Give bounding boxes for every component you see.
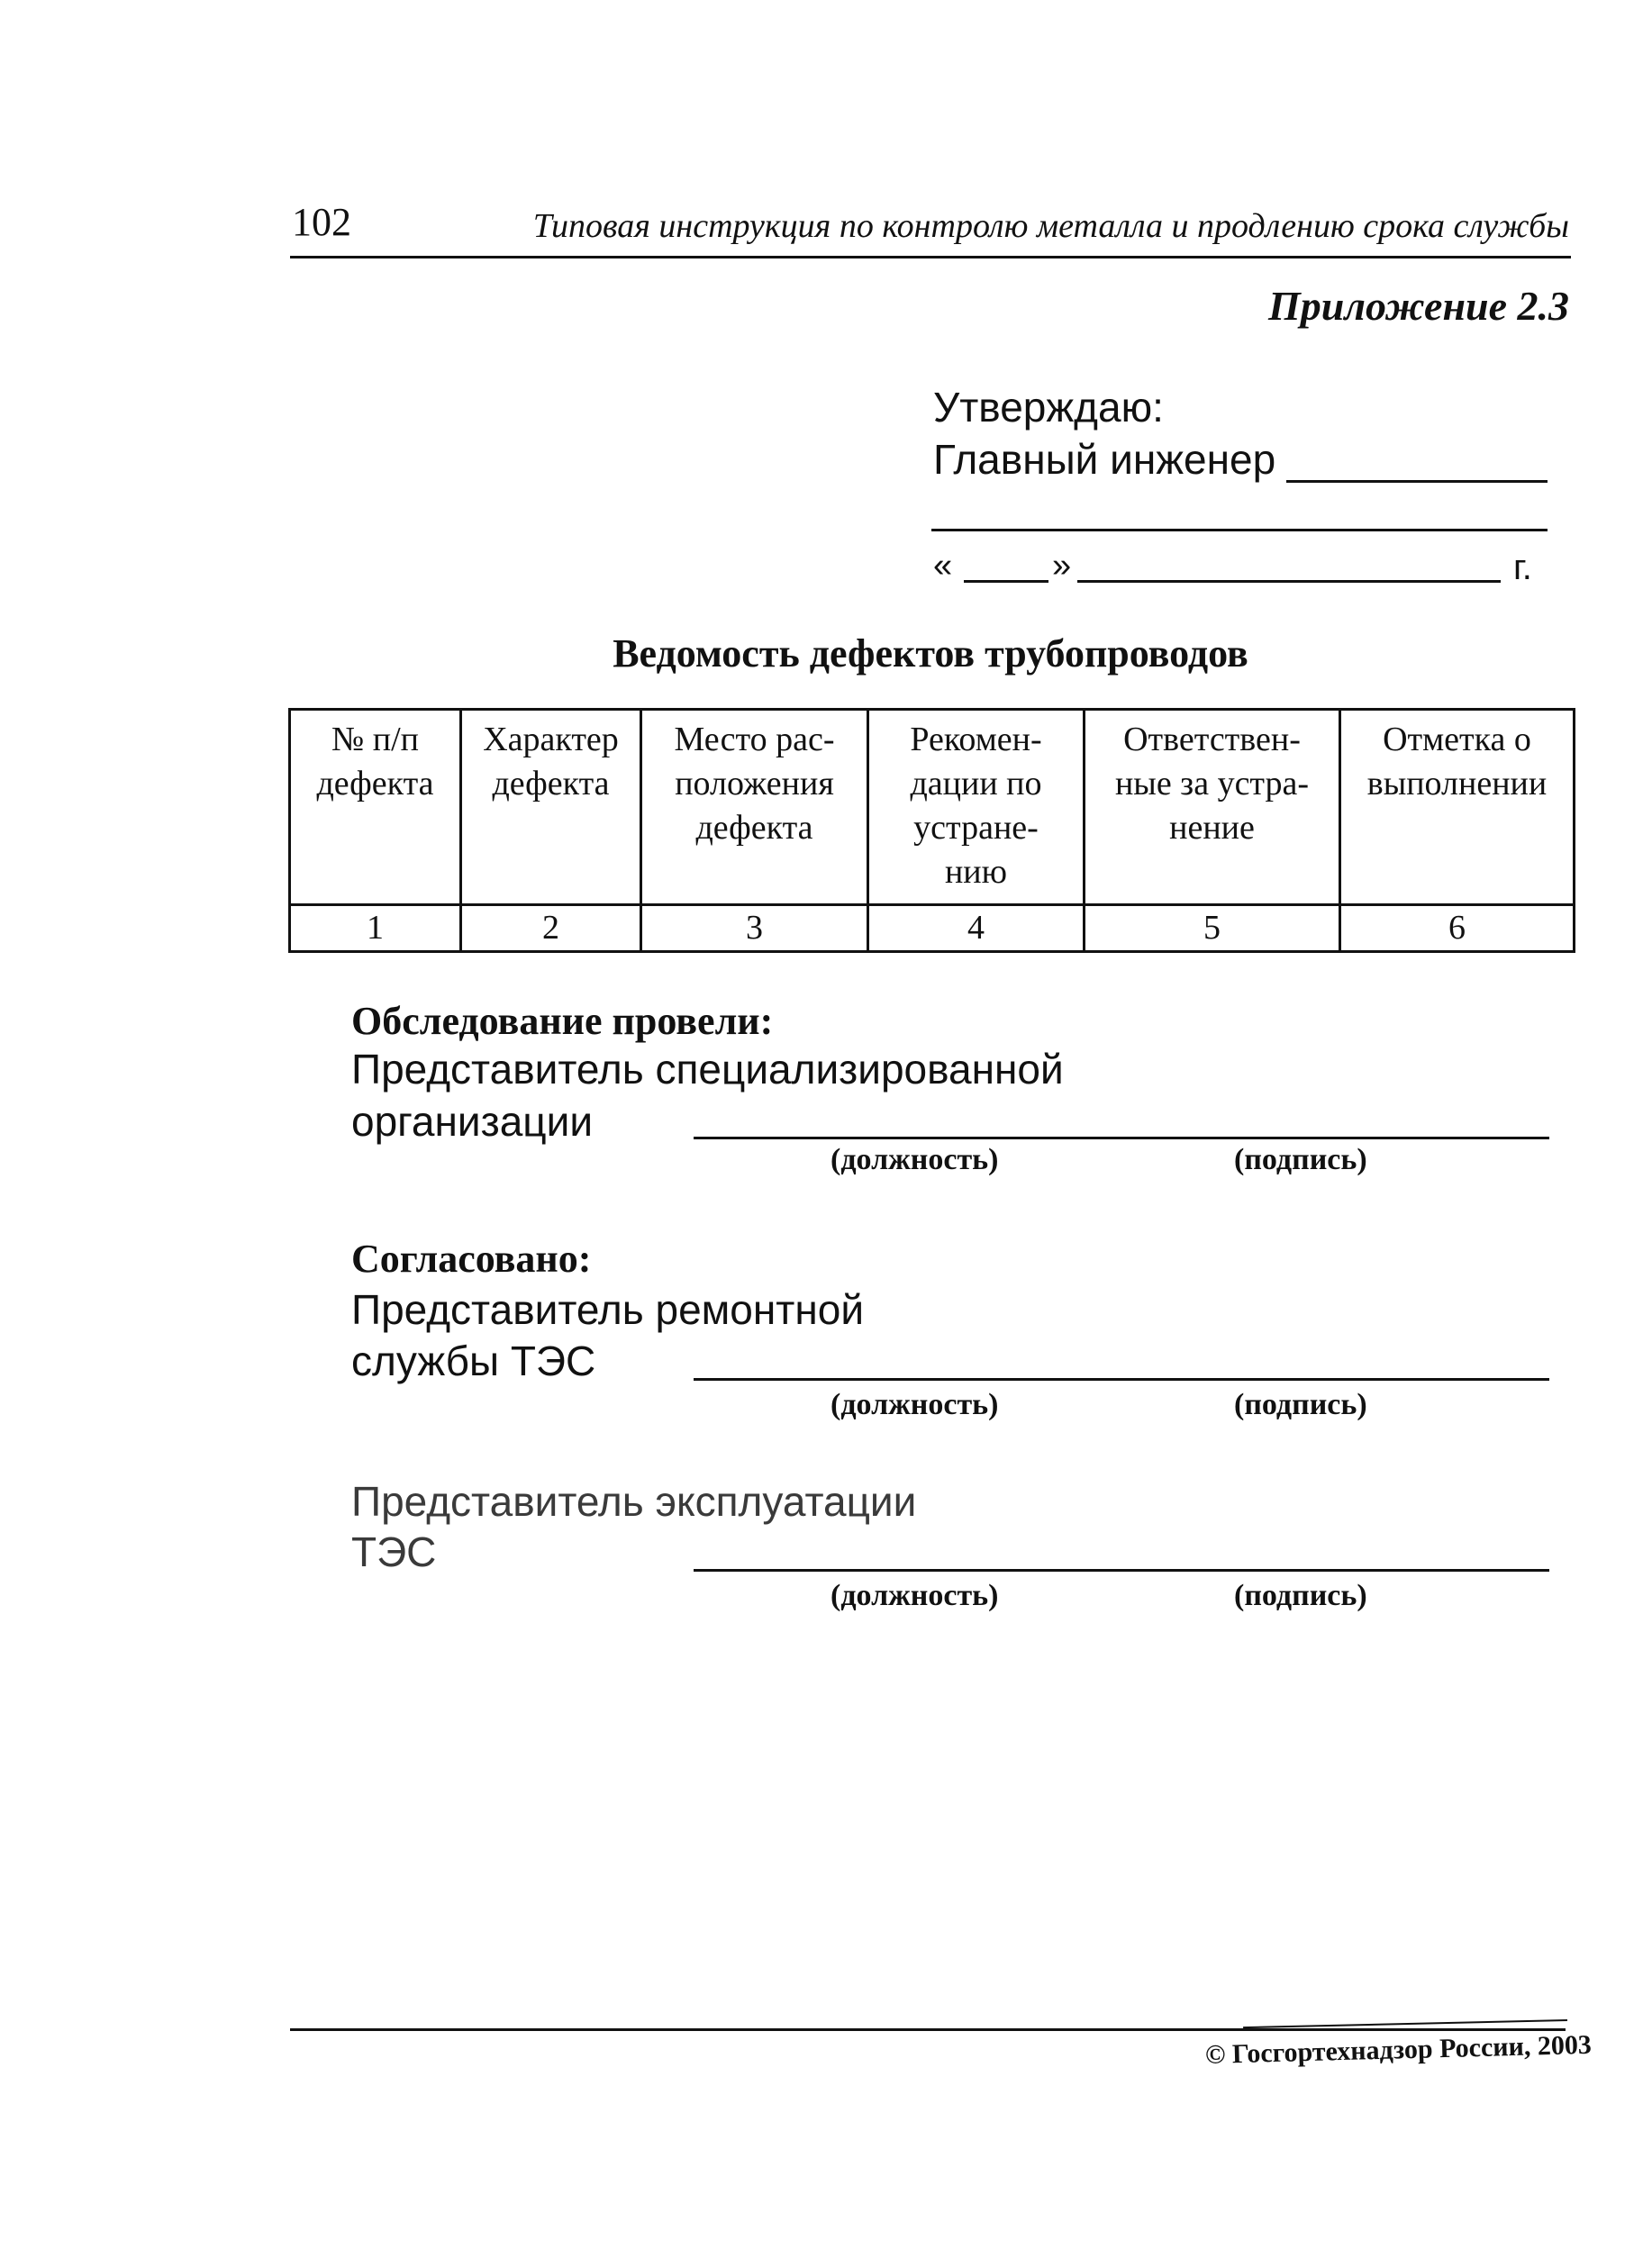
inspection-signature-caption: (подпись) <box>1234 1143 1367 1176</box>
footer-rule-tail <box>1243 2019 1567 2028</box>
table-cell: 3 <box>641 905 868 952</box>
column-header-defect-number <box>290 710 461 905</box>
column-header-label: № п/п дефекта <box>316 721 434 803</box>
date-close-quote: » <box>1052 547 1072 585</box>
column-header-defect-nature <box>461 710 641 905</box>
table-header-row <box>290 710 1575 905</box>
operations-position-caption: (должность) <box>831 1579 999 1612</box>
agreed-heading: Согласовано: <box>351 1237 592 1281</box>
inspection-signature-line <box>694 1137 1549 1139</box>
table-cell: 1 <box>290 905 461 952</box>
table-cell: 2 <box>461 905 641 952</box>
agreed-line-1: Представитель ремонтной <box>351 1286 865 1333</box>
header-rule <box>290 256 1571 258</box>
year-suffix: г. <box>1513 548 1532 587</box>
chief-engineer-blank <box>1286 480 1548 483</box>
column-header-responsible <box>1085 710 1340 905</box>
table-cell: 4 <box>868 905 1085 952</box>
column-header-label: Характер дефекта <box>483 721 619 803</box>
table-cell: 5 <box>1085 905 1340 952</box>
column-header-recommendations <box>868 710 1085 905</box>
agreed-signature-caption: (подпись) <box>1234 1388 1367 1421</box>
page-number: 102 <box>292 200 351 244</box>
running-title: Типовая инструкция по контролю металла и продлению срока службы <box>532 207 1569 245</box>
operations-signature-caption: (подпись) <box>1234 1579 1367 1612</box>
column-header-label: Рекомен- дации по устране- нию <box>910 721 1042 891</box>
date-open-quote: « <box>933 547 953 585</box>
operations-line-1: Представитель эксплуатации <box>351 1478 917 1525</box>
column-header-label: Место рас- положения дефекта <box>674 721 835 847</box>
inspection-line-1: Представитель специализированной <box>351 1046 1064 1093</box>
table-row <box>290 905 1575 952</box>
agreed-signature-line <box>694 1378 1549 1381</box>
document-title: Ведомость дефектов трубопроводов <box>613 631 1248 676</box>
footer-rule <box>290 2028 1566 2031</box>
defects-table <box>288 708 1575 953</box>
operations-signature-line <box>694 1569 1549 1572</box>
operations-line-2: ТЭС <box>351 1528 437 1575</box>
column-header-completion-mark <box>1340 710 1575 905</box>
inspection-heading: Обследование провели: <box>351 999 774 1043</box>
inspection-line-2: организации <box>351 1098 594 1145</box>
chief-engineer-name-blank <box>931 529 1548 531</box>
chief-engineer-label: Главный инженер <box>933 436 1276 483</box>
column-header-defect-location <box>641 710 868 905</box>
column-header-label: Отметка о выполнении <box>1366 721 1548 803</box>
agreed-line-2: службы ТЭС <box>351 1338 596 1384</box>
appendix-label: Приложение 2.3 <box>1268 283 1569 329</box>
footer-copyright: © Госгортехнадзор России, 2003 <box>1204 2029 1593 2070</box>
agreed-position-caption: (должность) <box>831 1388 999 1421</box>
date-month-blank <box>1077 580 1501 583</box>
column-header-label: Ответствен- ные за устра- нение <box>1114 721 1310 847</box>
inspection-position-caption: (должность) <box>831 1143 999 1176</box>
approve-label: Утверждаю: <box>933 384 1164 431</box>
table-cell: 6 <box>1340 905 1575 952</box>
date-day-blank <box>964 580 1048 583</box>
